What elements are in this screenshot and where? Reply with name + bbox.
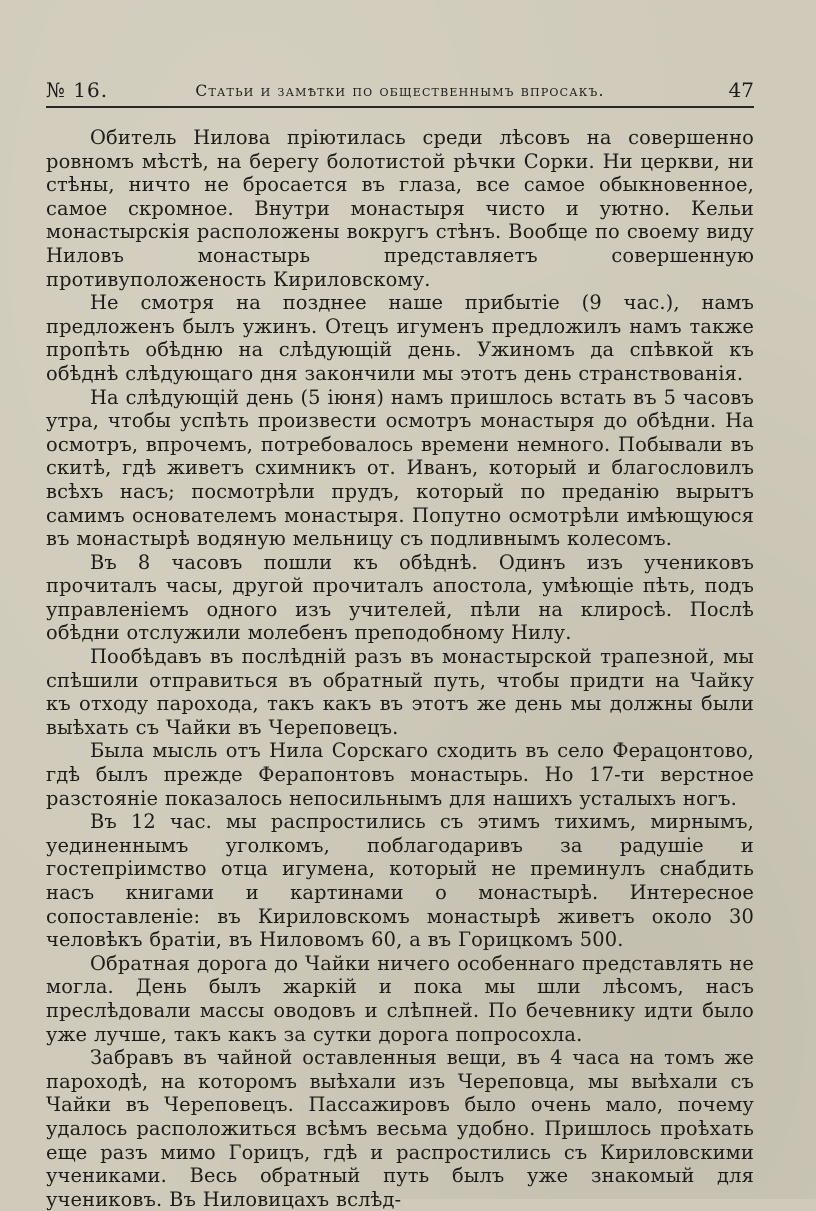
issue-number: № 16. — [46, 78, 109, 102]
paragraph: Забравъ въ чайной оставленныя вещи, въ 4 часа на томъ же пароходѣ, на которомъ выѣхали изъ Череповца, мы выѣхали съ Чайки въ Череповецъ. Пассажировъ было очень мало, почему удалось расположиться всѣмъ весьма удобно. Пришлось проѣхать еще разъ мимо Горицъ, гдѣ и распростились съ Кириловскими учениками. Весь обратный путь былъ уже знакомый для учениковъ. Въ Ниловицахъ вслѣд- — [46, 1046, 754, 1211]
paragraph: Не смотря на позднее наше прибытіе (9 час.), намъ предложенъ былъ ужинъ. Отецъ игуменъ предложилъ намъ также пропѣть обѣдню на слѣдующій день. Ужиномъ да спѣвкой къ обѣднѣ слѣдующаго дня закончили мы этотъ день странствованія. — [46, 291, 754, 385]
article-body — [46, 126, 754, 1211]
paragraph: Обитель Нилова пріютилась среди лѣсовъ на совершенно ровномъ мѣстѣ, на берегу болотистой рѣчки Сорки. Ни церкви, ни стѣны, ничто не бросается въ глаза, все самое обыкновенное, самое скромное. Внутри монастыря чисто и уютно. Кельи монастырскія расположены вокругъ стѣнъ. Вообще по своему виду Ниловъ монастырь представляетъ совершенную противуположеность Кириловскому. — [46, 126, 754, 291]
paragraph: На слѣдующій день (5 іюня) намъ пришлось встать въ 5 часовъ утра, чтобы успѣть произвести осмотръ монастыря до обѣдни. На осмотръ, впрочемъ, потребовалось времени немного. Побывали въ скитѣ, гдѣ живетъ схимникъ от. Иванъ, который и благословилъ всѣхъ насъ; посмотрѣли прудъ, который по преданію вырытъ самимъ основателемъ монастыря. Попутно осмотрѣли имѣющуюся въ монастырѣ водяную мельницу съ подливнымъ колесомъ. — [46, 385, 754, 551]
paragraph: Пообѣдавъ въ послѣдній разъ въ монастырской трапезной, мы спѣшили отправиться въ обратный путь, чтобы придти на Чайку къ отходу парохода, такъ какъ въ этотъ же день мы должны были выѣхать съ Чайки въ Череповецъ. — [46, 645, 754, 739]
paragraph: Обратная дорога до Чайки ничего особеннаго представлять не могла. День былъ жаркій и пока мы шли лѣсомъ, насъ преслѣдовали массы оводовъ и слѣпней. По бечевнику идти было уже лучше, такъ какъ за сутки дорога попросохла. — [46, 951, 754, 1046]
paragraph: Въ 8 часовъ пошли къ обѣднѣ. Одинъ изъ учениковъ прочиталъ часы, другой прочиталъ апостола, умѣющіе пѣть, подъ управленіемъ одного изъ учителей, пѣли на клиросѣ. Послѣ обѣдни отслужили молебенъ преподобному Нилу. — [46, 550, 754, 645]
paragraph: Въ 12 час. мы распростились съ этимъ тихимъ, мирнымъ, уединеннымъ уголкомъ, поблагодаривъ за радушіе и гостепріимство отца игумена, который не преминулъ снабдить насъ книгами и картинами о монастырѣ. Интересное сопоставленіе: въ Кириловскомъ монастырѣ живетъ около 30 человѣкъ братіи, въ Ниловомъ 60, а въ Горицкомъ 500. — [46, 810, 754, 952]
section-title: Статьи и замѣтки по общественнымъ впросакъ. — [195, 82, 605, 100]
paragraph: Была мысль отъ Нила Сорскаго сходить въ село Ферацонтово, гдѣ былъ прежде Ферапонтовъ монастырь. Но 17-ти верстное разстояніе показалось непосильнымъ для нашихъ усталыхъ ногъ. — [46, 739, 754, 810]
running-header — [46, 76, 754, 108]
page-number: 47 — [728, 78, 754, 102]
